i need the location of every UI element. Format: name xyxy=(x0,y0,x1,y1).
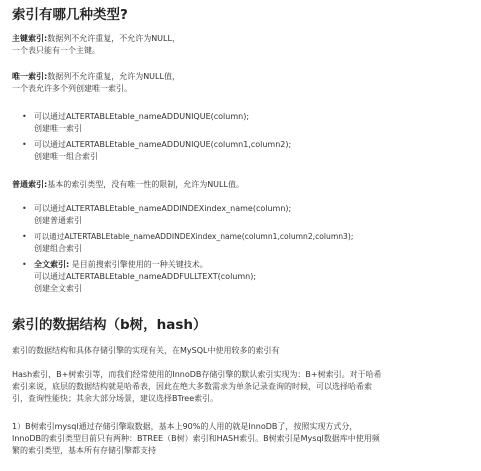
structure-paragraph-3 xyxy=(12,421,472,457)
fulltext-label: 全文索引: xyxy=(34,260,70,269)
list-item xyxy=(12,231,472,255)
list-item-code: 可以通过ALTERTABLEtable_nameADDUNIQUE(column1,column2); xyxy=(34,140,292,149)
normal-index-list xyxy=(12,203,472,295)
unique-index-line-1 xyxy=(12,71,472,83)
fulltext-text-1: 是目前搜索引擎使用的一种关键技术。 xyxy=(71,260,208,269)
normal-index-label: 普通索引: xyxy=(12,180,48,189)
bullet: • xyxy=(22,260,27,269)
list-item-fulltext xyxy=(12,259,472,295)
normal-index-line-1 xyxy=(12,179,472,191)
normal-index-text-1: 基本的索引类型，没有唯一性的限制，允许为NULL值。 xyxy=(47,180,244,189)
unique-index-line-2: 一个表允许多个列创建唯一索引。 xyxy=(12,84,132,93)
primary-key-line-1 xyxy=(12,33,472,45)
list-item-desc: 创建唯一索引 xyxy=(34,124,82,133)
structure-p3-line-1: 1）B树索引mysql通过存储引擎取数据，基本上90%的人用的就是InnoDB了，按照实现方式分， xyxy=(12,422,358,431)
primary-key-label: 主键索引: xyxy=(12,34,48,43)
structure-p2-line-1: Hash索引，B+树索引等，而我们经常使用的InnoDB存储引擎的默认索引实现为：B+树索引。对于哈希 xyxy=(12,370,382,379)
list-item-code: 可以通过ALTERTABLEtable_nameADDINDEXindex_name(column1,column2,column3); xyxy=(34,232,354,241)
list-item xyxy=(12,111,472,135)
normal-index-paragraph xyxy=(12,179,472,191)
primary-key-text-1: 数据列不允许重复，不允许为NULL， xyxy=(47,34,180,43)
list-item-desc: 创建组合索引 xyxy=(34,244,82,253)
list-item xyxy=(12,203,472,227)
fulltext-code: 可以通过ALTERTABLEtable_nameADDFULLTEXT(column); xyxy=(34,272,257,281)
primary-key-paragraph xyxy=(12,33,472,57)
structure-p1: 索引的数据结构和具体存储引擎的实现有关，在MySQL中使用较多的索引有 xyxy=(12,346,280,355)
unique-index-text-1: 数据列不允许重复，允许为NULL值， xyxy=(47,72,180,81)
primary-key-line-2: 一个表只能有一个主键。 xyxy=(12,46,100,55)
fulltext-desc: 创建全文索引 xyxy=(34,284,82,293)
bullet: • xyxy=(22,204,27,213)
structure-p3-line-3: 繁的索引类型，基本所有存储引擎都支持 xyxy=(12,446,156,455)
list-item xyxy=(12,139,472,163)
bullet: • xyxy=(22,112,27,121)
fulltext-line-1 xyxy=(34,259,472,271)
structure-p3-line-2: InnoDB的索引类型目前只有两种：BTREE（B树）索引和HASH索引。B树索引是Mysql数据库中使用频 xyxy=(12,434,380,443)
structure-p2-line-2: 索引来说，底层的数据结构就是哈希表，因此在绝大多数需求为单条记录查询的时候，可以选择哈希索 xyxy=(12,382,372,391)
unique-index-paragraph xyxy=(12,71,472,95)
list-item-code: 可以通过ALTERTABLEtable_nameADDUNIQUE(column); xyxy=(34,112,250,121)
list-item-code: 可以通过ALTERTABLEtable_nameADDINDEXindex_name(column); xyxy=(34,204,292,213)
section-heading-index-types: 索引有哪几种类型? xyxy=(12,7,128,23)
bullet: • xyxy=(22,140,27,149)
bullet: • xyxy=(22,232,27,241)
unique-index-label: 唯一索引: xyxy=(12,72,48,81)
structure-paragraph-1 xyxy=(12,345,472,357)
unique-index-list xyxy=(12,111,472,163)
section-heading-index-structure: 索引的数据结构（b树，hash） xyxy=(12,317,207,333)
structure-paragraph-2 xyxy=(12,369,472,405)
list-item-desc: 创建唯一组合索引 xyxy=(34,152,98,161)
structure-p2-line-3: 引，查询性能快；其余大部分场景，建议选择BTree索引。 xyxy=(12,394,219,403)
list-item-desc: 创建普通索引 xyxy=(34,216,82,225)
